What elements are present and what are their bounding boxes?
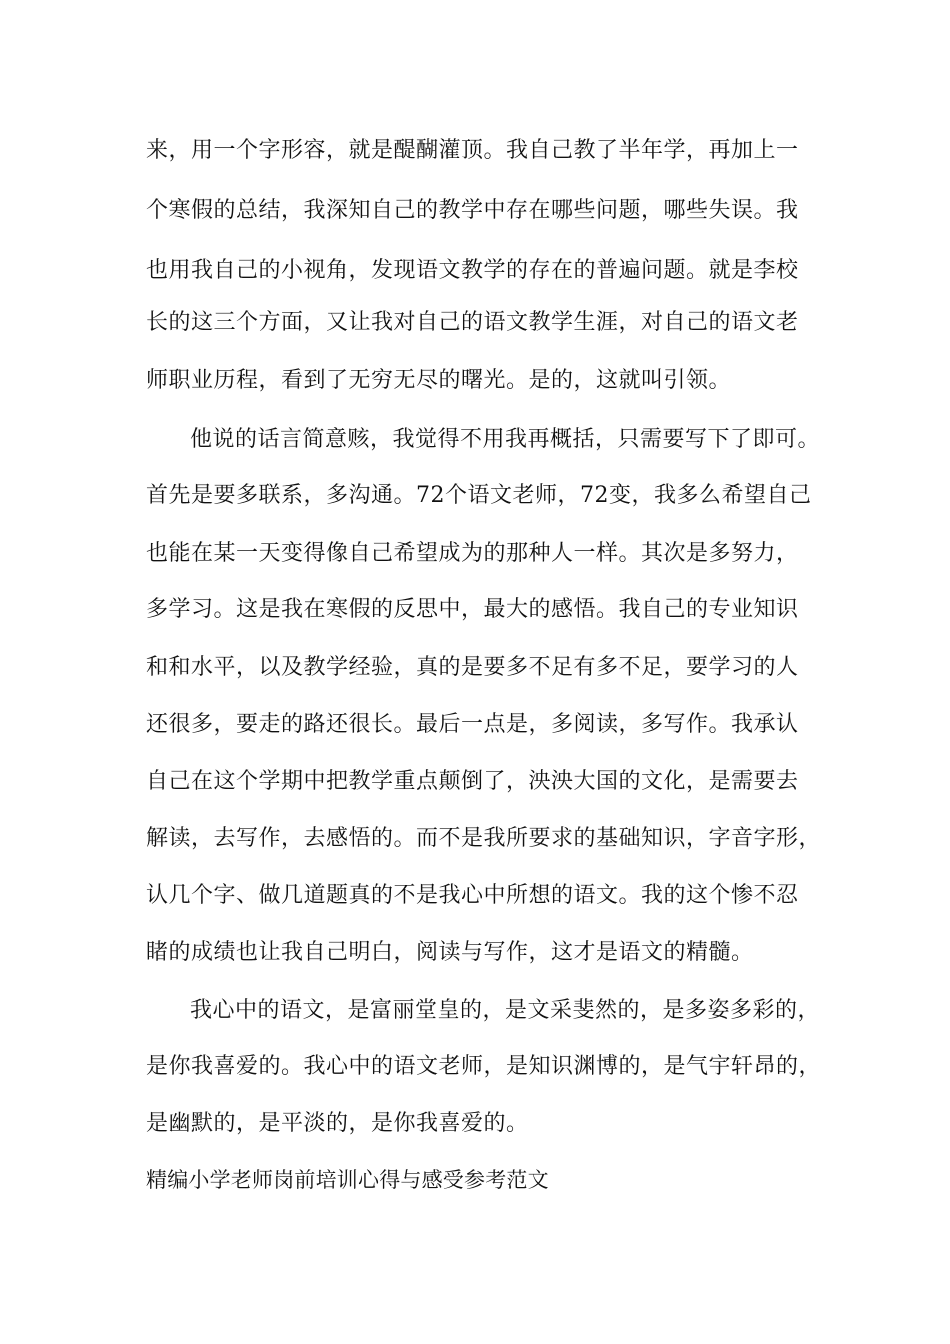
next-article-title: 精编小学老师岗前培训心得与感受参考范文 xyxy=(146,1168,549,1192)
paragraph-line: 和和水平，以及教学经验，真的是要多不足有多不足，要学习的人 xyxy=(146,655,799,680)
paragraph-line: 是幽默的，是平淡的，是你我喜爱的。 xyxy=(146,1111,529,1136)
paragraph-line: 来，用一个字形容，就是醍醐灌顶。我自己教了半年学，再加上一 xyxy=(146,138,799,163)
paragraph-line: 长的这三个方面，又让我对自己的语文教学生涯，对自己的语文老 xyxy=(146,310,799,335)
paragraph-line: 多学习。这是我在寒假的反思中，最大的感悟。我自己的专业知识 xyxy=(146,597,799,622)
paragraph-line: 解读，去写作，去感悟的。而不是我所要求的基础知识，字音字形， xyxy=(146,826,822,851)
paragraph-line: 是你我喜爱的。我心中的语文老师，是知识渊博的，是气宇轩昂的， xyxy=(146,1054,822,1079)
paragraph-line: 他说的话言简意赅，我觉得不用我再概括，只需要写下了即可。 xyxy=(190,427,821,452)
paragraph-line: 自己在这个学期中把教学重点颠倒了，泱泱大国的文化，是需要去 xyxy=(146,769,799,794)
paragraph-line: 认几个字、做几道题真的不是我心中所想的语文。我的这个惨不忍 xyxy=(146,883,799,908)
paragraph-line: 我心中的语文，是富丽堂皇的，是文采斐然的，是多姿多彩的， xyxy=(190,998,821,1023)
paragraph-line: 也用我自己的小视角，发现语文教学的存在的普遍问题。就是李校 xyxy=(146,258,799,283)
paragraph-line: 睹的成绩也让我自己明白，阅读与写作，这才是语文的精髓。 xyxy=(146,940,754,965)
paragraph-line: 还很多，要走的路还很长。最后一点是，多阅读，多写作。我承认 xyxy=(146,712,799,737)
paragraph-line: 首先是要多联系，多沟通。72个语文老师，72变，我多么希望自己 xyxy=(146,483,812,508)
paragraph-line: 个寒假的总结，我深知自己的教学中存在哪些问题，哪些失误。我 xyxy=(146,198,799,223)
paragraph-line: 师职业历程，看到了无穷无尽的曙光。是的，这就叫引领。 xyxy=(146,368,732,393)
paragraph-line: 也能在某一天变得像自己希望成为的那种人一样。其次是多努力， xyxy=(146,541,799,566)
